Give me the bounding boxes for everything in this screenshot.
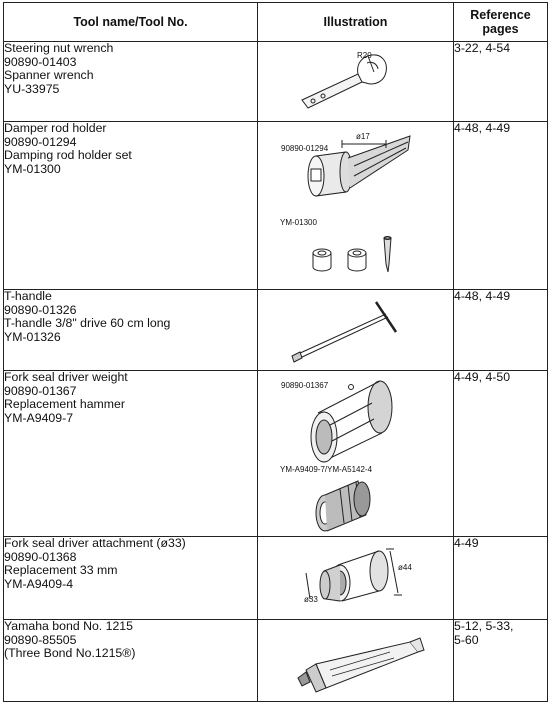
- table-row: [4, 42, 548, 122]
- tool-name-cell: [4, 42, 258, 122]
- tool-line: 90890-01367: [4, 383, 77, 398]
- tool-line: YM-01300: [4, 161, 61, 176]
- fork-seal-driver-attachment-illustration: [258, 537, 454, 620]
- tool-line: Damper rod holder: [4, 121, 107, 135]
- special-tools-table: [3, 2, 548, 702]
- tool-name-cell: [4, 537, 258, 620]
- header-reference-pages: [454, 3, 548, 42]
- tool-line: 90890-01368: [4, 549, 77, 564]
- tool-name-cell: [4, 122, 258, 290]
- tool-line: Replacement 33 mm: [4, 563, 118, 577]
- reference-cell: [454, 620, 548, 702]
- tool-line: T-handle: [4, 289, 52, 303]
- tool-line: Yamaha bond No. 1215: [4, 619, 133, 633]
- reference-cell: [454, 290, 548, 371]
- reference-pages: 3-22, 4-54: [454, 41, 511, 55]
- header-illustration: Illustration: [258, 3, 454, 42]
- reference-cell: [454, 42, 548, 122]
- tool-line: Spanner wrench: [4, 68, 94, 82]
- steering-nut-wrench-illustration: [258, 42, 454, 122]
- inner-diameter-label: ø33: [304, 595, 318, 604]
- table-row: [4, 290, 548, 371]
- table-row: [4, 620, 548, 702]
- header-reference-line2: pages: [482, 22, 519, 36]
- tool-line: (Three Bond No.1215®): [4, 646, 136, 660]
- part-number-label: 90890-01367: [281, 381, 329, 390]
- tool-line: Fork seal driver attachment (ø33): [4, 536, 186, 550]
- reference-pages: 4-49: [454, 536, 479, 550]
- tool-name-cell: [4, 371, 258, 537]
- tool-line: 90890-01326: [4, 302, 77, 317]
- illustration-cell: [258, 290, 454, 371]
- reference-pages: 4-48, 4-49: [454, 289, 511, 303]
- tool-line: YM-A9409-4: [4, 576, 74, 591]
- tool-name-cell: [4, 620, 258, 702]
- diameter-label: ø17: [356, 132, 370, 141]
- tool-line: T-handle 3/8" drive 60 cm long: [4, 316, 171, 330]
- fork-seal-driver-weight-illustration: [258, 371, 454, 537]
- t-handle-illustration: [258, 290, 454, 371]
- reference-cell: [454, 122, 548, 290]
- tool-line: Fork seal driver weight: [4, 370, 128, 384]
- illustration-cell: [258, 122, 454, 290]
- tool-line: Damping rod holder set: [4, 148, 132, 162]
- tool-line: YU-33975: [4, 81, 60, 96]
- reference-pages: 4-49, 4-50: [454, 370, 511, 384]
- tool-line: Replacement hammer: [4, 397, 125, 411]
- outer-diameter-label: ø44: [398, 563, 412, 572]
- sealant-tube-illustration: [258, 620, 454, 702]
- tool-line: Steering nut wrench: [4, 41, 114, 55]
- table-header-row: [4, 3, 548, 42]
- reference-pages: 4-48, 4-49: [454, 121, 511, 135]
- reference-pages: 5-12, 5-33,: [454, 619, 514, 633]
- illustration-cell: [258, 620, 454, 702]
- radius-label: R20: [357, 51, 372, 60]
- part-number-label: YM-A9409-7/YM-A5142-4: [280, 465, 373, 474]
- tool-line: 90890-01294: [4, 134, 77, 149]
- reference-cell: [454, 537, 548, 620]
- tool-line: 90890-01403: [4, 54, 77, 69]
- table-row: [4, 537, 548, 620]
- illustration-cell: [258, 42, 454, 122]
- tool-line: YM-A9409-7: [4, 410, 74, 425]
- tool-name-cell: [4, 290, 258, 371]
- reference-cell: [454, 371, 548, 537]
- illustration-cell: [258, 371, 454, 537]
- tool-line: 90890-85505: [4, 632, 77, 647]
- tool-line: YM-01326: [4, 329, 61, 344]
- header-reference-line1: Reference: [470, 8, 531, 22]
- illustration-cell: [258, 537, 454, 620]
- header-tool-name: Tool name/Tool No.: [4, 3, 258, 42]
- table-row: [4, 371, 548, 537]
- part-number-label: 90890-01294: [281, 144, 329, 153]
- part-number-label: YM-01300: [280, 218, 317, 227]
- reference-pages: 5-60: [454, 632, 479, 647]
- table-row: [4, 122, 548, 290]
